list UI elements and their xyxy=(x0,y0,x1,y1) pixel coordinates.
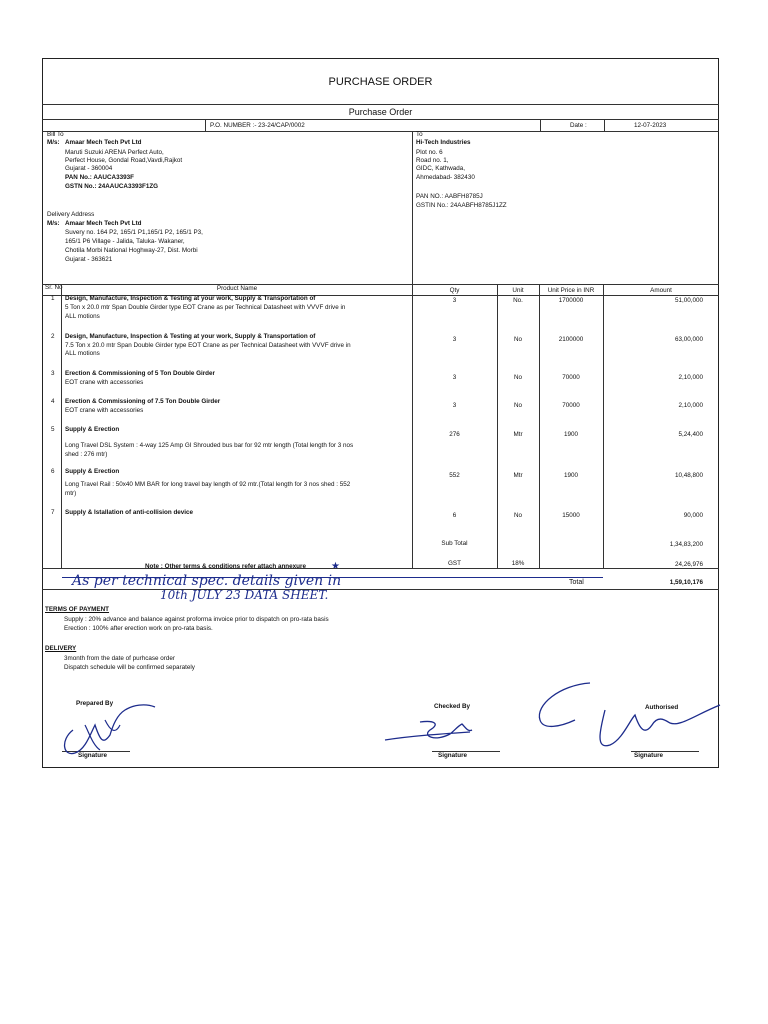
row-product-title: Supply & Erection xyxy=(65,468,120,475)
row-product-desc: EOT crane with accessories xyxy=(65,379,144,386)
header-unit: Unit xyxy=(512,287,524,294)
row-product-title: Supply & Istallation of anti-collision device xyxy=(65,509,194,516)
row-qty: 552 xyxy=(449,472,460,479)
row-product-title: Design, Manufacture, Inspection & Testing at your work, Supply & Transportation of xyxy=(65,333,316,340)
authorised-signature-label: Signature xyxy=(634,752,664,759)
bill-to-gstn: GSTN No.: 24AAUCA3393F1ZG xyxy=(65,183,159,190)
row-price: 1900 xyxy=(563,472,578,479)
bill-to-line: Maruti Suzuki ARENA Perfect Auto, xyxy=(65,149,164,156)
date-label: Date : xyxy=(570,122,587,129)
header-amount: Amount xyxy=(650,287,672,294)
row-amount: 2,10,000 xyxy=(678,402,703,409)
subtotal-value: 1,34,83,200 xyxy=(669,541,703,548)
row-qty: 276 xyxy=(449,431,460,438)
header-qty: Qty xyxy=(449,287,460,294)
delivery-company: Amaar Mech Tech Pvt Ltd xyxy=(65,220,142,227)
row-sr: 5 xyxy=(51,426,55,433)
bill-to-pan: PAN No.: AAUCA3393F xyxy=(65,174,134,181)
row-sr: 7 xyxy=(51,509,55,516)
row-product-title: Erection & Commissioning of 5 Ton Double Girder xyxy=(65,370,215,377)
row-product-desc: 5 Ton x 20.0 mtr Span Double Girder type EOT Crane as per Technical Datasheet with VVVF drive in xyxy=(65,304,346,311)
prepared-by-label: Prepared By xyxy=(76,700,114,707)
authorised-label: Authorised xyxy=(645,704,679,711)
row-unit: No xyxy=(513,512,523,519)
row-unit: No xyxy=(513,402,523,409)
row-amount: 5,24,400 xyxy=(678,431,703,438)
delivery-address-heading: Delivery Address xyxy=(47,211,95,218)
star-icon: ★ xyxy=(331,561,340,572)
row-amount: 2,10,000 xyxy=(678,374,703,381)
date-value: 12-07-2023 xyxy=(634,122,667,129)
delivery-line: Gujarat - 363621 xyxy=(65,256,113,263)
terms-line: Supply : 20% advance and balance against proforma invoice prior to dispatch on pro-rata basis xyxy=(64,616,329,623)
header-product: Product Name xyxy=(216,285,258,292)
row-sr: 1 xyxy=(51,295,55,302)
row-amount: 51,00,000 xyxy=(674,297,703,304)
row-unit: No. xyxy=(513,297,523,304)
delivery-line: Chotila Morbi National Hoghway-27, Dist. Morbi xyxy=(65,247,198,254)
gst-label: GST xyxy=(448,560,461,567)
to-line: Ahmedabad- 382430 xyxy=(416,174,475,181)
row-product-desc: ALL motions xyxy=(65,313,100,320)
delivery-line: Dispatch schedule will be confirmed separately xyxy=(64,664,195,671)
checked-signature-image xyxy=(380,712,490,752)
row-product-desc: shed : 276 mtr) xyxy=(65,451,108,458)
row-price: 1700000 xyxy=(558,297,584,304)
row-sr: 2 xyxy=(51,333,55,340)
bill-to-line: Gujarat - 360004 xyxy=(65,165,113,172)
note-text: Note : Other terms & conditions refer attach annexure xyxy=(145,563,306,570)
row-amount: 90,000 xyxy=(683,512,703,519)
checked-signature-label: Signature xyxy=(438,752,468,759)
bill-to-line: Perfect House, Gondal Road,Vavdi,Rajkot xyxy=(65,157,183,164)
bill-to-company: Amaar Mech Tech Pvt Ltd xyxy=(65,139,142,146)
gst-rate: 18% xyxy=(511,560,525,567)
prepared-signature-image xyxy=(55,695,165,765)
row-product-desc: Long Travel DSL System : 4-way 125 Amp GI Shrouded bus bar for 92 mtr length (Total length for 3 nos xyxy=(65,442,354,449)
row-sr: 3 xyxy=(51,370,55,377)
to-heading: To xyxy=(416,131,423,138)
row-price: 15000 xyxy=(562,512,580,519)
checked-by-label: Checked By xyxy=(434,703,471,710)
row-product-desc: ALL motions xyxy=(65,350,100,357)
to-company: Hi-Tech Industries xyxy=(416,139,471,146)
row-qty: 3 xyxy=(452,374,457,381)
row-qty: 3 xyxy=(452,297,457,304)
to-line: GIDC, Kathwada, xyxy=(416,165,465,172)
to-pan: PAN NO.: AABFH8785J xyxy=(416,193,483,200)
row-amount: 10,48,800 xyxy=(674,472,703,479)
row-qty: 6 xyxy=(452,512,457,519)
to-gstn: GSTIN No.: 24AABFH8785J1ZZ xyxy=(416,202,507,209)
row-price: 70000 xyxy=(562,374,580,381)
row-product-desc: mtr) xyxy=(65,490,77,497)
row-product-title: Erection & Commissioning of 7.5 Ton Double Girder xyxy=(65,398,221,405)
to-line: Road no. 1, xyxy=(416,157,449,164)
row-price: 1900 xyxy=(563,431,578,438)
handwritten-line1: As per technical spec. details given in xyxy=(72,573,342,589)
row-qty: 3 xyxy=(452,336,457,343)
bill-to-heading: Bill To xyxy=(47,131,64,138)
total-label: Total xyxy=(569,579,584,586)
terms-heading: TERMS OF PAYMENT xyxy=(45,606,110,613)
header-sr: Sr. No xyxy=(45,284,63,291)
authorised-signature-image xyxy=(530,675,725,760)
to-line: Plot no. 6 xyxy=(416,149,443,156)
gst-value: 24,26,976 xyxy=(674,561,703,568)
row-product-desc: EOT crane with accessories xyxy=(65,407,144,414)
row-price: 2100000 xyxy=(558,336,584,343)
row-unit: No xyxy=(513,336,523,343)
row-product-desc: 7.5 Ton x 20.0 mtr Span Double Girder type EOT Crane as per Technical Datasheet with VVVF drive in xyxy=(65,342,351,349)
row-sr: 6 xyxy=(51,468,55,475)
row-amount: 63,00,000 xyxy=(674,336,703,343)
row-sr: 4 xyxy=(51,398,55,405)
delivery-line: Suvery no. 164 P2, 165/1 P1,165/1 P2, 165/1 P3, xyxy=(65,229,203,236)
row-product-title: Design, Manufacture, Inspection & Testing at your work, Supply & Transportation of xyxy=(65,295,316,302)
prepared-signature-label: Signature xyxy=(78,752,108,759)
document-subtitle: Purchase Order xyxy=(348,107,413,117)
delivery-line: 3month from the date of purhcase order xyxy=(64,655,175,662)
subtotal-label: Sub Total xyxy=(441,540,468,547)
row-product-desc: Long Travel Rail : 50x40 MM BAR for long travel bay length of 92 mtr.(Total length for 3 nos shed : 552 xyxy=(65,481,351,488)
po-number: P.O. NUMBER :- 23-24/CAP/0002 xyxy=(210,122,305,129)
delivery-ms: M/s: xyxy=(47,220,60,227)
row-unit: No xyxy=(513,374,523,381)
row-unit: Mtr xyxy=(513,431,523,438)
terms-line: Erection : 100% after erection work on pro-rata basis. xyxy=(64,625,213,632)
row-qty: 3 xyxy=(452,402,457,409)
delivery-heading: DELIVERY xyxy=(45,645,77,652)
delivery-line: 165/1 P6 Village - Jalida, Taluka- Wakaner, xyxy=(65,238,185,245)
document-title: PURCHASE ORDER xyxy=(328,76,433,88)
row-product-title: Supply & Erection xyxy=(65,426,120,433)
row-unit: Mtr xyxy=(513,472,523,479)
handwritten-line2: 10th JULY 23 DATA SHEET. xyxy=(160,588,329,602)
total-value: 1,59,10,176 xyxy=(669,579,703,586)
bill-to-ms: M/s: xyxy=(47,139,60,146)
header-unit-price: Unit Price in INR xyxy=(547,287,595,294)
row-price: 70000 xyxy=(562,402,580,409)
